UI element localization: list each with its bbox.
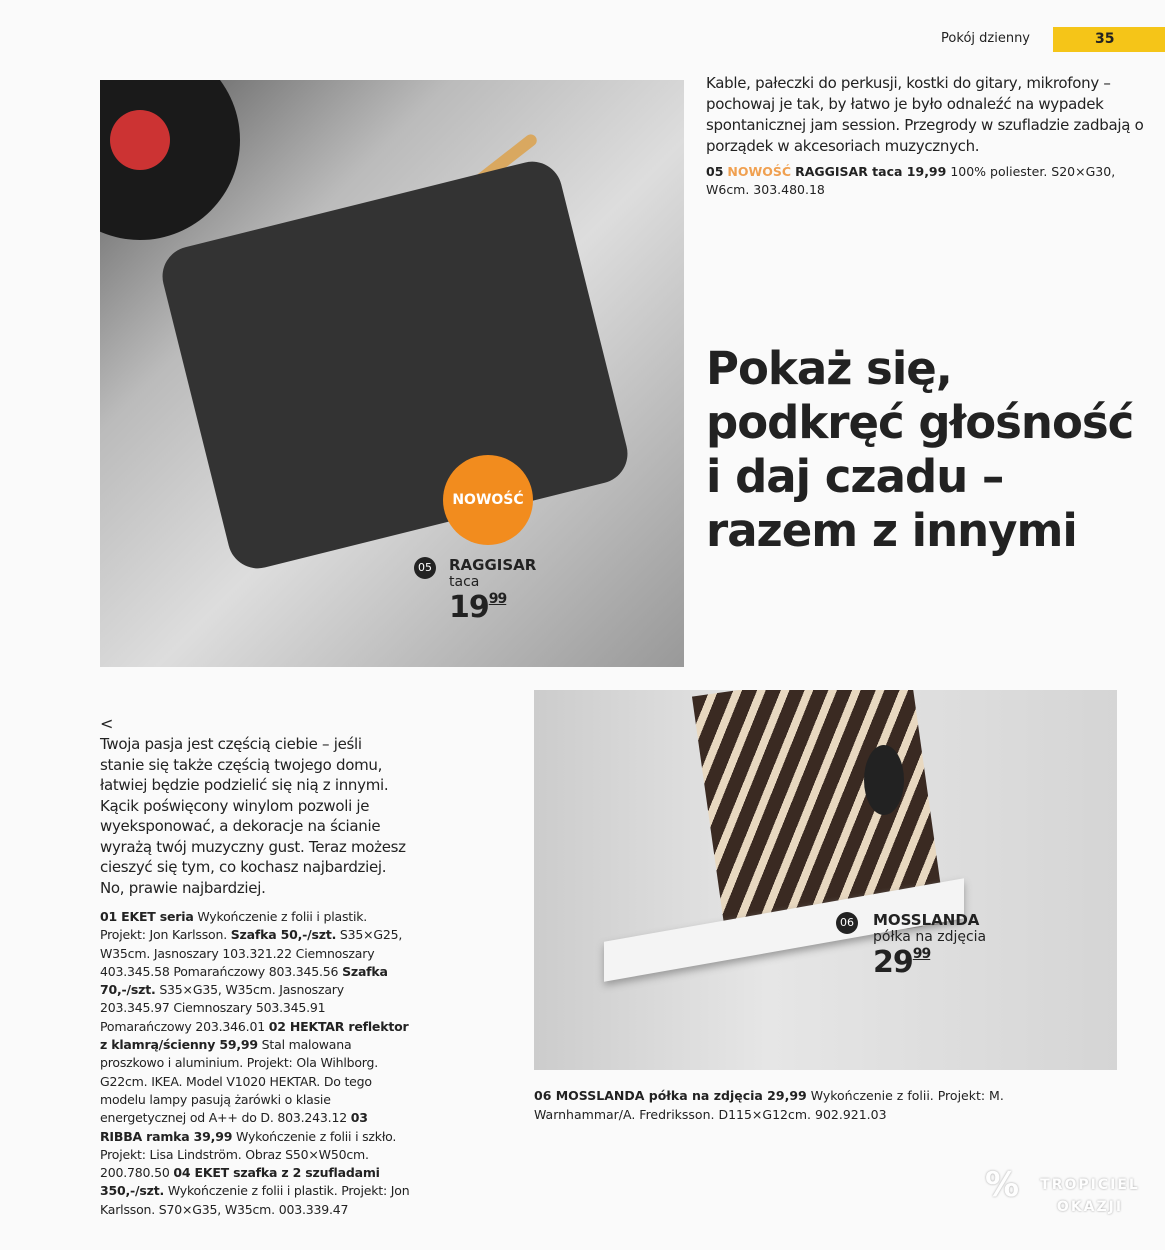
body-text: Twoja pasja jest częścią ciebie – jeśli stanie się także częścią twojego domu, łatwiej będzie podzielić się nią z innymi. Kącik poświęcony winylom pozwoli je wyeksponować, a dekoracje na ścianie wyrażą twój muzyczny gust. Teraz możesz cieszyć się tym, co kochasz najbardziej. No, prawie najbardziej. <box>100 735 406 897</box>
left-column <box>100 714 520 1219</box>
price-tag-raggisar <box>449 556 536 625</box>
intro-text: Kable, pałeczki do perkusji, kostki do gitary, mikrofony – pochowaj je tak, by łatwo je było odnaleźć na wypadek spontanicznej jam session. Przegrody w szufladzie zadbają o porządek w akcesoriach muzycznych. <box>706 74 1144 155</box>
right-column <box>706 73 1146 199</box>
tray <box>156 155 634 574</box>
vinyl-record <box>100 80 240 240</box>
product-number-06: 06 <box>836 912 858 934</box>
raggisar-photo <box>100 80 684 667</box>
product-specs: 01 EKET seria Wykończenie z folii i plastik. Projekt: Jon Karlsson. Szafka 50,-/szt. S35×G25, W35cm. Jasnoszary 103.321.22 Ciemnoszary 403.345.58 Pomarańczowy 803.345.56 Szafka 70,-/szt. S35×G35, W35cm. Jasnoszary 203.345.97 Ciemnoszary 503.345.91 Pomarańczowy 203.346.01 02 HEKTAR reflektor z klamrą/ścienny 59,99 Stal malowana proszkowo i aluminium. Projekt: Ola Wihlborg. G22cm. IKEA. Model V1020 HEKTAR. Do tego modelu lampy pasują żarówki o klasie energetycznej od A++ do D. 803.243.12 03 RIBBA ramka 39,99 Wykończenie z folii i szkło. Projekt: Lisa Lindström. Obraz S50×W50cm. 200.780.50 04 EKET szafka z 2 szufladami 350,-/szt. Wykończenie z folii i plastik. Projekt: Jon Karlsson. S70×G35, W35cm. 003.339.47 <box>100 909 410 1217</box>
product-desc: półka na zdjęcia <box>873 929 987 945</box>
product-name: MOSSLANDA <box>873 911 980 929</box>
product-price: $19^{99}$ <box>449 590 507 625</box>
page-number: 35 <box>1053 27 1165 52</box>
product-desc: taca <box>449 574 480 590</box>
product-number-05: 05 <box>414 557 436 579</box>
headphones <box>864 745 904 815</box>
headline: Pokaż się, podkręć głośność i daj czadu – razem z innymi <box>706 342 1134 557</box>
left-arrow-icon: < <box>100 714 114 733</box>
mosslanda-photo <box>534 690 1117 1070</box>
product-price: $29^{99}$ <box>873 945 931 980</box>
watermark: % TROPICIEL OKAZJI <box>985 1165 1140 1215</box>
product-name: RAGGISAR <box>449 556 537 574</box>
section-title: Pokój dzienny <box>941 31 1030 46</box>
spec-06: 06 MOSSLANDA półka na zdjęcia 29,99 Wykończenie z folii. Projekt: M. Warnhammar/A. Fredriksson. D115×G12cm. 902.921.03 <box>534 1088 1004 1122</box>
spec-05: 05 NOWOŚĆ RAGGISAR taca 19,99 100% poliester. S20×G30, W6cm. 303.480.18 <box>706 164 1116 197</box>
new-badge: NOWOŚĆ <box>443 455 533 545</box>
percent-logo-icon: % <box>985 1165 1022 1205</box>
price-tag-mosslanda <box>873 911 986 980</box>
